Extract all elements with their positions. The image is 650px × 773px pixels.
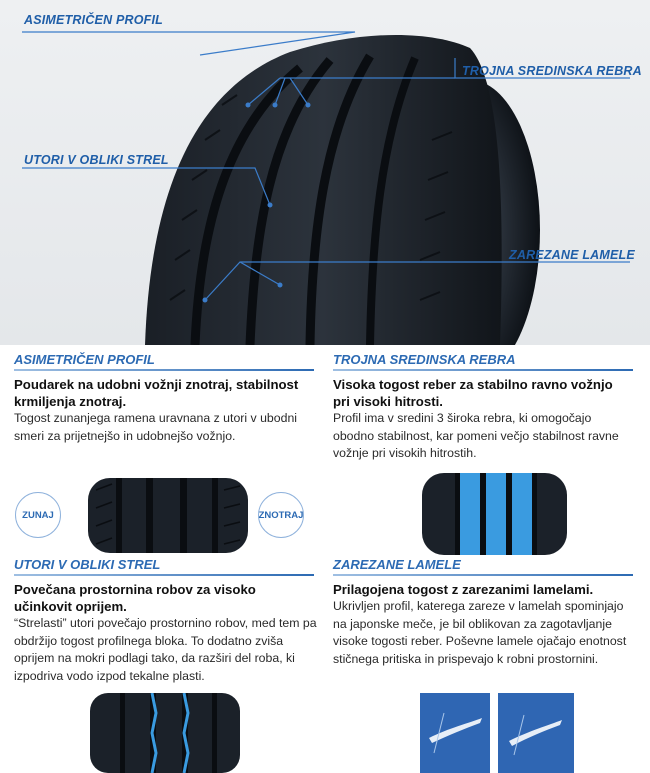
tire-illustration xyxy=(0,0,650,345)
arrow-groove-tread-thumbnail xyxy=(90,693,240,773)
section-title-arrow-grooves: UTORI V OBLIKI STREL xyxy=(14,557,161,572)
section-rule xyxy=(14,369,314,371)
callout-asymmetric: ASIMETRIČEN PROFIL xyxy=(24,13,164,27)
section-title-asymmetric: ASIMETRIČEN PROFIL xyxy=(14,352,155,367)
section-body-arrow-grooves: “Strelasti” utori povečajo prostornino robov, med tem pa obdržijo togost profilnega bloka. To dodatno zviša oprijem na mokri podlagi tako, da razširi del roba, ki izpodriva vodo izpod tekalne plasti. xyxy=(14,616,317,683)
tire-hero-image xyxy=(0,0,650,345)
badge-znotraj: ZNOTRAJ xyxy=(258,492,304,538)
section-rule xyxy=(333,574,633,576)
section-rule xyxy=(14,574,314,576)
sipe-detail-thumbnail xyxy=(414,693,574,773)
triple-rib-tread-thumbnail xyxy=(422,473,567,555)
section-rule xyxy=(333,369,633,371)
callout-arrow-grooves: UTORI V OBLIKI STREL xyxy=(24,153,169,167)
section-headline-asymmetric: Poudarek na udobni vožnji znotraj, stabilnost krmiljenja znotraj. xyxy=(14,377,299,409)
section-headline-arrow-grooves: Povečana prostornina robov za visoko učinkovit oprijem. xyxy=(14,582,256,614)
section-body-asymmetric: Togost zunanjega ramena uravnana z utori v ubodni smeri za prijetnejšo in udobnejšo vožnjo. xyxy=(14,411,298,443)
callout-sipes: ZAREZANE LAMELE xyxy=(509,248,635,262)
section-body-triple-rib: Profil ima v sredini 3 široka rebra, ki omogočajo obodno stabilnost, kar pomeni večjo stabilnost ravne vožnje pri visokih hitrostih. xyxy=(333,411,619,460)
callout-triple-rib: TROJNA SREDINSKA REBRA xyxy=(462,64,642,78)
asymmetric-tread-thumbnail xyxy=(88,478,248,553)
section-headline-sipes: Prilagojena togost z zarezanimi lamelami. xyxy=(333,582,594,597)
badge-zunaj: ZUNAJ xyxy=(15,492,61,538)
section-body-sipes: Ukrivljen profil, katerega zareze v lamelah spominjajo na japonske meče, je bil oblikovan za zagotavljanje visoke togosti reber. Poševne lamele ojačajo enotnost stičnega pritiska in prispevajo k robni prostornini. xyxy=(333,599,627,666)
section-title-sipes: ZAREZANE LAMELE xyxy=(333,557,461,572)
section-title-triple-rib: TROJNA SREDINSKA REBRA xyxy=(333,352,516,367)
section-headline-triple-rib: Visoka togost reber za stabilno ravno vožnjo pri visoki hitrosti. xyxy=(333,377,613,409)
